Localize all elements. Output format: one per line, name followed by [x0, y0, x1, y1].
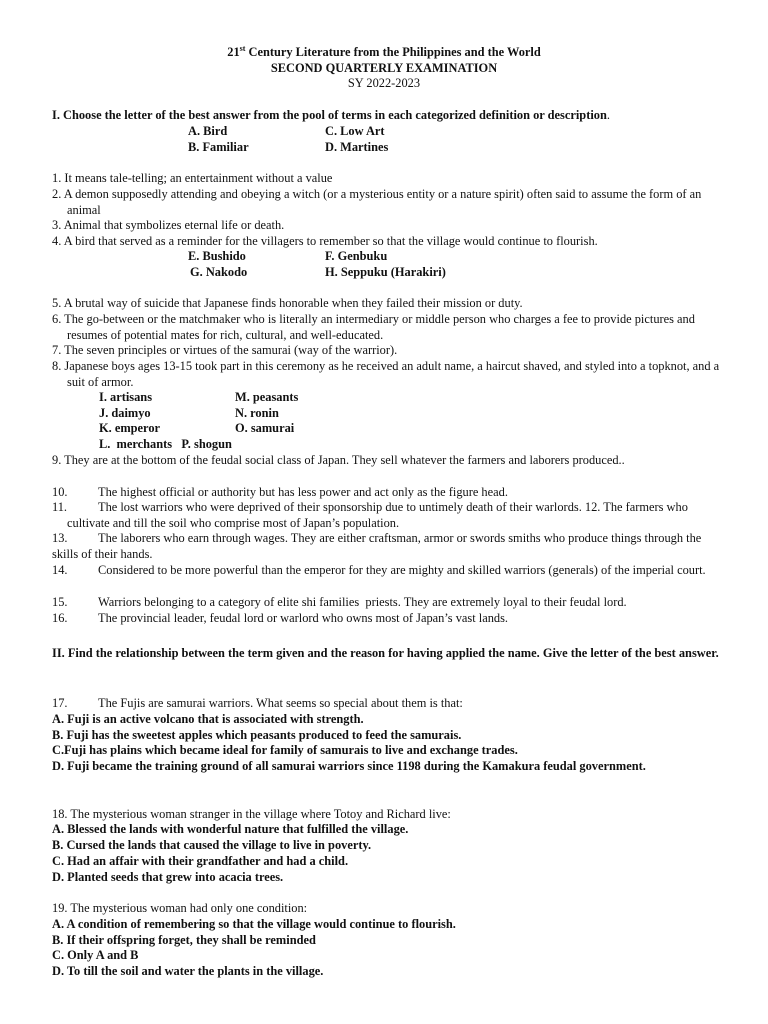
exam-title: SECOND QUARTERLY EXAMINATION — [270, 60, 498, 75]
item-8: 8. Japanese boys ages 13-15 took part in this ceremony as he received an adult name, a haircut shaved, and styled into a topknot, and a suit of armor. — [52, 359, 720, 389]
term-k: K. emperor — [99, 421, 161, 435]
term-j: J. daimyo — [99, 406, 151, 420]
part1-instruction: I. Choose the letter of the best answer from the pool of terms in each categorized definition or description. — [52, 108, 610, 122]
item-5: 5. A brutal way of suicide that Japanese finds honorable when they failed their mission or duty. — [52, 296, 523, 310]
item-11: 11. The lost warriors who were deprived of their sponsorship due to untimely death of their warlords. 12. The farmers who cultivate and till the soil who comprise most of Japan’s population. — [52, 500, 688, 530]
item-14: 14. Considered to be more powerful than the emperor for they are mighty and skilled warriors (generals) of the imperial court. — [52, 563, 706, 577]
term-l-p: L. merchants P. shogun — [99, 437, 232, 451]
item-13: 13. The laborers who earn through wages. They are either craftsman, armor or swords smiths who produce things through the skills of their hands. — [52, 531, 702, 561]
q18-option-d: D. Planted seeds that grew into acacia trees. — [52, 870, 284, 884]
item-6: 6. The go-between or the matchmaker who is literally an intermediary or middle person who charges a fee to provide pictures and resumes of potential mates for rich, cultural, and well-educated. — [52, 312, 695, 342]
q19-option-b: B. If their offspring forget, they shall be reminded — [52, 933, 316, 947]
term-b: B. Familiar — [188, 140, 249, 154]
item-10: 10. The highest official or authority but has less power and act only as the figure head. — [52, 485, 508, 499]
item-15: 15. Warriors belonging to a category of elite shi families priests. They are extremely loyal to their feudal lord. — [52, 595, 627, 609]
item-7: 7. The seven principles or virtues of the samurai (way of the warrior). — [52, 343, 398, 357]
item-9: 9. They are at the bottom of the feudal social class of Japan. They sell whatever the farmers and laborers produced.. — [52, 453, 625, 467]
question-18: 18. The mysterious woman stranger in the village where Totoy and Richard live: — [52, 807, 451, 821]
item-3: 3. Animal that symbolizes eternal life or death. — [52, 218, 285, 232]
q18-option-b: B. Cursed the lands that caused the village to live in poverty. — [52, 838, 372, 852]
term-d: D. Martines — [325, 140, 389, 154]
course-title: 21st Century Literature from the Philippines and the World — [227, 43, 541, 59]
item-16: 16. The provincial leader, feudal lord or warlord who owns most of Japan’s vast lands. — [52, 611, 509, 625]
term-n: N. ronin — [235, 406, 279, 420]
part2-instruction: II. Find the relationship between the term given and the reason for having applied the name. Give the letter of the best answer. — [52, 646, 719, 660]
term-g: G. Nakodo — [190, 265, 248, 279]
term-m: M. peasants — [235, 390, 299, 404]
term-f: F. Genbuku — [325, 249, 388, 263]
term-a: A. Bird — [188, 124, 228, 138]
term-o: O. samurai — [235, 421, 295, 435]
q17-option-d: D. Fuji became the training ground of all samurai warriors since 1198 during the Kamakura feudal government. — [52, 759, 646, 773]
q19-option-c: C. Only A and B — [52, 948, 139, 962]
q19-option-d: D. To till the soil and water the plants in the village. — [52, 964, 324, 978]
exam-header — [0, 45, 768, 92]
q18-option-a: A. Blessed the lands with wonderful nature that fulfilled the village. — [52, 822, 409, 836]
q17-option-c: C.Fuji has plains which became ideal for family of samurais to live and exchange trades. — [52, 743, 518, 757]
term-c: C. Low Art — [325, 124, 385, 138]
term-h: H. Seppuku (Harakiri) — [325, 265, 446, 279]
q18-option-c: C. Had an affair with their grandfather and had a child. — [52, 854, 349, 868]
item-2: 2. A demon supposedly attending and obeying a witch (or a mysterious entity or a nature spirit) often said to assume the form of an animal — [52, 187, 702, 217]
school-year: SY 2022-2023 — [347, 76, 421, 91]
question-19: 19. The mysterious woman had only one condition: — [52, 901, 308, 915]
question-17: 17. The Fujis are samurai warriors. What seems so special about them is that: — [52, 696, 463, 710]
term-e: E. Bushido — [188, 249, 246, 263]
item-4: 4. A bird that served as a reminder for the villagers to remember so that the village would continue to flourish. — [52, 234, 598, 248]
item-1: 1. It means tale-telling; an entertainment without a value — [52, 171, 333, 185]
q19-option-a: A. A condition of remembering so that the village would continue to flourish. — [52, 917, 456, 931]
q17-option-b: B. Fuji has the sweetest apples which peasants produced to feed the samurais. — [52, 728, 462, 742]
q17-option-a: A. Fuji is an active volcano that is associated with strength. — [52, 712, 364, 726]
term-i: I. artisans — [99, 390, 153, 404]
